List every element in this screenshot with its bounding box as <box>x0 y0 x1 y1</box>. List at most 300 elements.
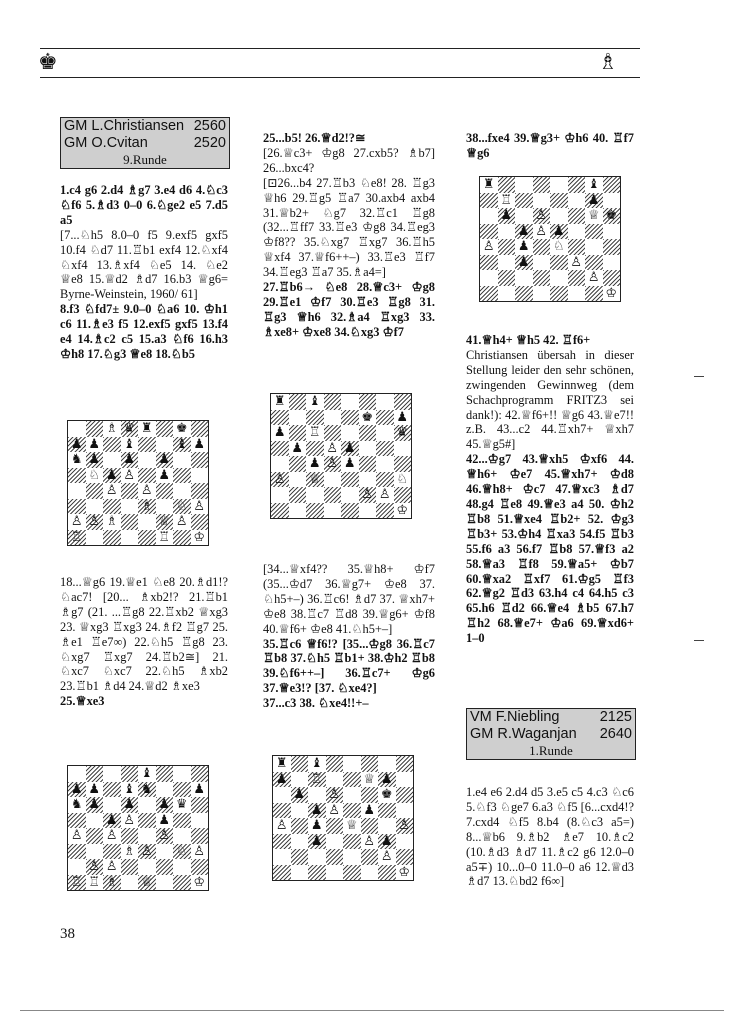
moves-text: 37...c3 38. ♘xe4!!+– <box>263 696 369 711</box>
board-square <box>103 499 121 515</box>
board-square <box>173 844 191 860</box>
board-square <box>376 394 394 410</box>
chess-piece-icon: ♔ <box>193 529 206 545</box>
board-square <box>291 865 309 881</box>
board-square <box>361 803 379 819</box>
column-3-lower <box>466 333 634 646</box>
board-square <box>341 441 359 457</box>
board-square <box>138 782 156 798</box>
chess-piece-icon: ♕ <box>345 818 358 834</box>
board-square <box>103 797 121 813</box>
moves-text: 25.♕xe3 <box>60 694 105 709</box>
board-square <box>156 875 174 891</box>
board-square <box>361 756 379 772</box>
chess-piece-icon: ♙ <box>535 223 548 239</box>
board-square <box>378 865 396 881</box>
board-square <box>343 756 361 772</box>
chess-piece-icon: ♘ <box>175 498 188 514</box>
chess-piece-icon: ♘ <box>396 471 409 487</box>
board-square <box>394 503 412 519</box>
chess-piece-icon: ♟ <box>310 818 323 834</box>
board-square <box>480 239 498 255</box>
board-square <box>191 782 209 798</box>
board-square <box>585 270 603 286</box>
chess-piece-icon: ♙ <box>273 471 286 487</box>
board-square <box>68 844 86 860</box>
chess-piece-icon: ♟ <box>158 797 171 813</box>
board-square <box>308 834 326 850</box>
board-square <box>359 472 377 488</box>
moves-text: 27.♖b6→ ♘e8 28.♕c3+ ♔g8 29.♖e1 ♔f7 30.♖e3 ♖g8 31. ♖g3 ♕h6 32.♗a4 ♖xg3 33. ♗xe8+ ♔xe8 34.♘xg3 ♔f7 <box>263 280 435 339</box>
board-square <box>289 410 307 426</box>
chess-piece-icon: ♔ <box>193 874 206 890</box>
board-square <box>568 239 586 255</box>
black-player: GM R.Waganjan <box>470 726 577 742</box>
moves-text: 38...fxe4 39.♕g3+ ♔h6 40. ♖f7 ♕g6 <box>466 131 634 160</box>
board-square <box>138 421 156 437</box>
board-square <box>326 865 344 881</box>
board-square <box>173 797 191 813</box>
chess-piece-icon: ♙ <box>482 239 495 255</box>
column-3 <box>466 131 634 161</box>
board-square <box>376 472 394 488</box>
board-square <box>156 483 174 499</box>
board-square <box>343 834 361 850</box>
board-square <box>156 421 174 437</box>
board-square <box>359 503 377 519</box>
chess-piece-icon: ♟ <box>310 802 323 818</box>
board-square <box>173 468 191 484</box>
chess-piece-icon: ♔ <box>605 285 618 301</box>
chess-piece-icon: ♖ <box>308 425 321 441</box>
chess-piece-icon: ♟ <box>158 452 171 468</box>
board-square <box>86 530 104 546</box>
board-square <box>361 787 379 803</box>
board-square <box>533 193 551 209</box>
chess-piece-icon: ♙ <box>70 828 83 844</box>
board-square <box>361 849 379 865</box>
board-square <box>271 425 289 441</box>
chess-piece-icon: ♟ <box>363 802 376 818</box>
board-square <box>68 499 86 515</box>
board-square <box>86 514 104 530</box>
chess-piece-icon: ♗ <box>105 514 118 530</box>
board-square <box>291 756 309 772</box>
board-square <box>138 859 156 875</box>
board-square <box>378 803 396 819</box>
chess-piece-icon: ♙ <box>105 483 118 499</box>
chess-piece-icon: ♚ <box>605 208 618 224</box>
variation-text: [⊡26...b4 27.♖b3 ♘e8! 28. ♖g3 ♕h6 29.♖g5 ♖a7 30.axb4 axb4 31.♕b2+ ♘g7 32.♖c1 ♖g8 (32...♖ff7 33.♖e3 ♔g8 34.♖eg3 ♔f8?? 35.♘xg7 ♖xg7 36.♖h5 ♕xf4 37.♕f6++–) 33.♖e3 ♖f7 34.♖eg3 ♖a7 35.♗a4=] <box>263 175 435 280</box>
board-square <box>498 270 516 286</box>
chess-piece-icon: ♙ <box>326 440 339 456</box>
board-square <box>191 828 209 844</box>
board-square <box>585 255 603 271</box>
round-label: 1.Runde <box>529 743 573 758</box>
board-square <box>103 514 121 530</box>
board-square <box>291 772 309 788</box>
board-square <box>121 797 139 813</box>
board-square <box>306 425 324 441</box>
board-square <box>103 421 121 437</box>
chess-piece-icon: ♙ <box>326 456 339 472</box>
board-square <box>498 239 516 255</box>
board-square <box>396 787 414 803</box>
board-square <box>343 849 361 865</box>
chess-piece-icon: ♕ <box>308 471 321 487</box>
board-square <box>568 193 586 209</box>
board-square <box>121 421 139 437</box>
board-square <box>326 849 344 865</box>
moves-text: 25...b5! 26.♕d2!?≅ <box>263 131 366 145</box>
chess-piece-icon: ♟ <box>105 467 118 483</box>
chess-piece-icon: ♙ <box>88 859 101 875</box>
board-square <box>273 849 291 865</box>
board-square <box>341 394 359 410</box>
board-square <box>121 828 139 844</box>
board-square <box>378 787 396 803</box>
board-square <box>138 844 156 860</box>
board-square <box>121 499 139 515</box>
board-square <box>156 530 174 546</box>
board-square <box>515 255 533 271</box>
board-square <box>568 286 586 302</box>
board-square <box>291 849 309 865</box>
board-square <box>396 865 414 881</box>
bottom-rule <box>20 1010 724 1011</box>
board-square <box>103 813 121 829</box>
board-square <box>103 782 121 798</box>
board-square <box>173 483 191 499</box>
board-square <box>103 468 121 484</box>
board-square <box>550 239 568 255</box>
board-square <box>515 177 533 193</box>
chess-piece-icon: ♛ <box>123 421 136 437</box>
board-square <box>343 803 361 819</box>
board-square <box>138 813 156 829</box>
board-square <box>378 849 396 865</box>
board-square <box>324 472 342 488</box>
board-square <box>396 803 414 819</box>
board-square <box>68 875 86 891</box>
chess-piece-icon: ♖ <box>158 529 171 545</box>
board-square <box>394 410 412 426</box>
board-square <box>308 803 326 819</box>
board-square <box>324 503 342 519</box>
chess-piece-icon: ♟ <box>88 781 101 797</box>
board-square <box>394 472 412 488</box>
board-square <box>308 787 326 803</box>
chess-diagram-3 <box>270 393 412 519</box>
board-square <box>568 270 586 286</box>
chess-piece-icon: ♗ <box>140 498 153 514</box>
board-square <box>480 224 498 240</box>
board-square <box>394 425 412 441</box>
board-square <box>585 193 603 209</box>
board-square <box>498 208 516 224</box>
chess-piece-icon: ♝ <box>310 756 323 772</box>
black-elo: 2640 <box>599 726 632 742</box>
board-square <box>480 286 498 302</box>
board-square <box>306 441 324 457</box>
chess-piece-icon: ♙ <box>361 487 374 503</box>
board-square <box>550 255 568 271</box>
chess-piece-icon: ♙ <box>158 828 171 844</box>
board-square <box>156 813 174 829</box>
board-square <box>378 818 396 834</box>
board-square <box>376 441 394 457</box>
moves-text: 42...♔g7 43.♕xh5 ♔xf6 44. ♕h6+ ♔e7 45.♕xh7+ ♔d8 46.♕h8+ ♔c7 47.♕xc3 ♗d7 48.g4 ♖e8 49.♕e3 a4 50. ♔h2 ♖b8 51.♕xe4 ♖b2+ 52. ♔g3 ♖b3+ 53.♔h4 ♖xa3 54.f5 ♖b3 55.f6 a3 56.f7 ♖b8 57.♕f3 a2 58.♕a3 ♖f8 59.♕a5+ ♔b7 60.♕xa2 ♖xf7 61.♔g5 ♖f3 62.♕g2 ♖d3 63.h4 c4 64.h5 c3 65.h6 ♖d2 66.♕e4 ♗b5 67.h7 ♖h2 68.♕e7+ ♔a6 69.♕xd6+ 1–0 <box>466 452 634 646</box>
board-square <box>396 818 414 834</box>
board-square <box>103 530 121 546</box>
board-square <box>68 782 86 798</box>
board-square <box>515 224 533 240</box>
chess-piece-icon: ♟ <box>500 208 513 224</box>
board-square <box>86 468 104 484</box>
chess-piece-icon: ♟ <box>158 812 171 828</box>
chess-piece-icon: ♙ <box>328 787 341 803</box>
board-square <box>86 813 104 829</box>
board-square <box>156 859 174 875</box>
chess-piece-icon: ♜ <box>140 421 153 437</box>
board-square <box>396 772 414 788</box>
board-square <box>273 834 291 850</box>
board-square <box>173 766 191 782</box>
board-square <box>121 437 139 453</box>
chess-piece-icon: ♝ <box>587 177 600 193</box>
board-square <box>359 425 377 441</box>
white-elo: 2560 <box>193 118 226 134</box>
chess-piece-icon: ♛ <box>175 797 188 813</box>
board-square <box>289 441 307 457</box>
board-square <box>550 208 568 224</box>
board-square <box>306 456 324 472</box>
column-2 <box>263 131 435 340</box>
board-square <box>86 875 104 891</box>
chess-piece-icon: ♟ <box>123 452 136 468</box>
chess-piece-icon: ♙ <box>380 849 393 865</box>
board-square <box>121 766 139 782</box>
board-square <box>324 441 342 457</box>
board-square <box>271 410 289 426</box>
chess-piece-icon: ♙ <box>570 254 583 270</box>
chess-piece-icon: ♙ <box>105 828 118 844</box>
chess-piece-icon: ♟ <box>88 452 101 468</box>
page-number: 38 <box>60 926 75 942</box>
board-square <box>289 472 307 488</box>
chess-piece-icon: ♝ <box>308 394 321 410</box>
board-square <box>289 425 307 441</box>
board-square <box>156 499 174 515</box>
board-square <box>359 410 377 426</box>
board-square <box>121 859 139 875</box>
margin-mark <box>694 640 704 641</box>
board-square <box>191 859 209 875</box>
variation-text: [26.♕c3+ ♔g8 27.cxb5? ♗b7] 26...bxc4? <box>263 145 435 175</box>
chess-piece-icon: ♙ <box>328 802 341 818</box>
chess-piece-icon: ♟ <box>308 456 321 472</box>
board-square <box>103 875 121 891</box>
moves-text: 18...♕g6 19.♕e1 ♘e8 20.♗d1!? ♘ac7! [20... ♗xb2!? 21.♖b1 ♗g7 (21. ...♖g8 22.♖xb2 ♕xg3 23. ♕xg3 ♖xg3 24.♗f2 ♖g7 25. ♗e1 ♖e7∞) 22.♘h5 ♖g8 23. ♘xg7 ♖xg7 24.♖b2≅] 21. ♘xc7 ♘xc7 22.♘h5 ♗xb2 23.♖b1 ♗d4 24.♕d2 ♗xe3 <box>60 575 228 694</box>
chess-piece-icon: ♟ <box>88 797 101 813</box>
board-square <box>326 756 344 772</box>
board-square <box>86 828 104 844</box>
board-square <box>308 772 326 788</box>
board-square <box>86 766 104 782</box>
game1-header <box>60 117 230 169</box>
board-square <box>138 875 156 891</box>
board-square <box>68 797 86 813</box>
board-square <box>498 193 516 209</box>
board-square <box>68 421 86 437</box>
board-square <box>568 208 586 224</box>
board-square <box>271 441 289 457</box>
board-square <box>191 797 209 813</box>
chess-piece-icon: ♕ <box>363 771 376 787</box>
board-square <box>308 849 326 865</box>
board-square <box>191 483 209 499</box>
board-square <box>86 859 104 875</box>
board-square <box>326 803 344 819</box>
board-square <box>273 865 291 881</box>
chess-piece-icon: ♛ <box>396 425 409 441</box>
board-square <box>306 410 324 426</box>
board-square <box>156 766 174 782</box>
chess-piece-icon: ♝ <box>140 766 153 782</box>
board-square <box>121 530 139 546</box>
board-square <box>138 452 156 468</box>
chess-piece-icon: ♚ <box>175 421 188 437</box>
board-square <box>326 772 344 788</box>
board-square <box>603 193 621 209</box>
board-square <box>103 844 121 860</box>
chess-piece-icon: ♟ <box>275 771 288 787</box>
board-square <box>138 499 156 515</box>
board-square <box>341 425 359 441</box>
board-square <box>376 410 394 426</box>
board-square <box>191 499 209 515</box>
chess-piece-icon: ♞ <box>70 452 83 468</box>
variation-text: [7...♘h5 8.0–0 f5 9.exf5 gxf5 10.f4 ♘d7 11.♖b1 exf4 12.♘xf4 ♘xf4 13.♗xf4 ♘e5 14. ♘e2 ♕e8 15.♕d2 ♗d7 16.b3 ♕g6= Byrne-Weinstein, 1960/ 61] <box>60 227 228 302</box>
board-square <box>585 177 603 193</box>
board-square <box>191 468 209 484</box>
board-square <box>191 452 209 468</box>
board-square <box>515 193 533 209</box>
board-square <box>86 499 104 515</box>
chess-piece-icon: ♙ <box>105 859 118 875</box>
chess-piece-icon: ♖ <box>70 529 83 545</box>
chess-piece-icon: ♟ <box>380 771 393 787</box>
board-square <box>121 483 139 499</box>
board-square <box>308 756 326 772</box>
round-label: 9.Runde <box>123 152 167 167</box>
column-1 <box>60 183 228 362</box>
chess-piece-icon: ♙ <box>123 812 136 828</box>
board-square <box>324 394 342 410</box>
board-square <box>394 456 412 472</box>
chess-piece-icon: ♕ <box>158 514 171 530</box>
board-square <box>138 514 156 530</box>
board-square <box>68 468 86 484</box>
chess-piece-icon: ♙ <box>378 487 391 503</box>
chess-piece-icon: ♗ <box>105 874 118 890</box>
board-square <box>173 813 191 829</box>
board-square <box>515 208 533 224</box>
column-2-lower <box>263 562 435 711</box>
white-player: VM F.Niebling <box>470 709 560 725</box>
board-square <box>603 239 621 255</box>
chess-piece-icon: ♟ <box>587 192 600 208</box>
board-square <box>138 530 156 546</box>
board-square <box>515 286 533 302</box>
board-square <box>498 286 516 302</box>
board-square <box>361 865 379 881</box>
column-1-lower <box>60 575 228 709</box>
black-player: GM O.Cvitan <box>64 135 148 151</box>
board-square <box>138 797 156 813</box>
chess-piece-icon: ♖ <box>500 192 513 208</box>
board-square <box>568 224 586 240</box>
chess-piece-icon: ♝ <box>123 781 136 797</box>
board-square <box>138 468 156 484</box>
board-square <box>306 472 324 488</box>
board-square <box>585 286 603 302</box>
board-square <box>191 530 209 546</box>
board-square <box>138 828 156 844</box>
board-square <box>86 421 104 437</box>
board-square <box>86 844 104 860</box>
chess-piece-icon: ♖ <box>310 771 323 787</box>
chess-piece-icon: ♟ <box>552 223 565 239</box>
board-square <box>308 865 326 881</box>
board-square <box>86 797 104 813</box>
chess-piece-icon: ♟ <box>310 833 323 849</box>
board-square <box>480 255 498 271</box>
board-square <box>533 239 551 255</box>
board-square <box>121 468 139 484</box>
board-square <box>533 255 551 271</box>
board-square <box>156 452 174 468</box>
king-emblem-icon: ♚ <box>38 50 58 75</box>
board-square <box>324 410 342 426</box>
board-square <box>480 270 498 286</box>
board-square <box>326 818 344 834</box>
board-square <box>376 456 394 472</box>
board-square <box>533 270 551 286</box>
chess-piece-icon: ♙ <box>275 818 288 834</box>
board-square <box>121 813 139 829</box>
chess-diagram-5 <box>479 176 621 302</box>
board-square <box>273 803 291 819</box>
white-elo: 2125 <box>599 709 632 725</box>
board-square <box>361 834 379 850</box>
chess-piece-icon: ♔ <box>398 864 411 880</box>
board-square <box>121 452 139 468</box>
chess-piece-icon: ♖ <box>70 874 83 890</box>
board-square <box>121 875 139 891</box>
board-square <box>271 394 289 410</box>
chess-piece-icon: ♟ <box>105 812 118 828</box>
chess-piece-icon: ♙ <box>193 498 206 514</box>
board-square <box>376 425 394 441</box>
board-square <box>191 813 209 829</box>
board-square <box>306 487 324 503</box>
chess-piece-icon: ♙ <box>175 514 188 530</box>
chess-piece-icon: ♚ <box>361 409 374 425</box>
black-elo: 2520 <box>193 135 226 151</box>
board-square <box>173 875 191 891</box>
board-square <box>396 834 414 850</box>
